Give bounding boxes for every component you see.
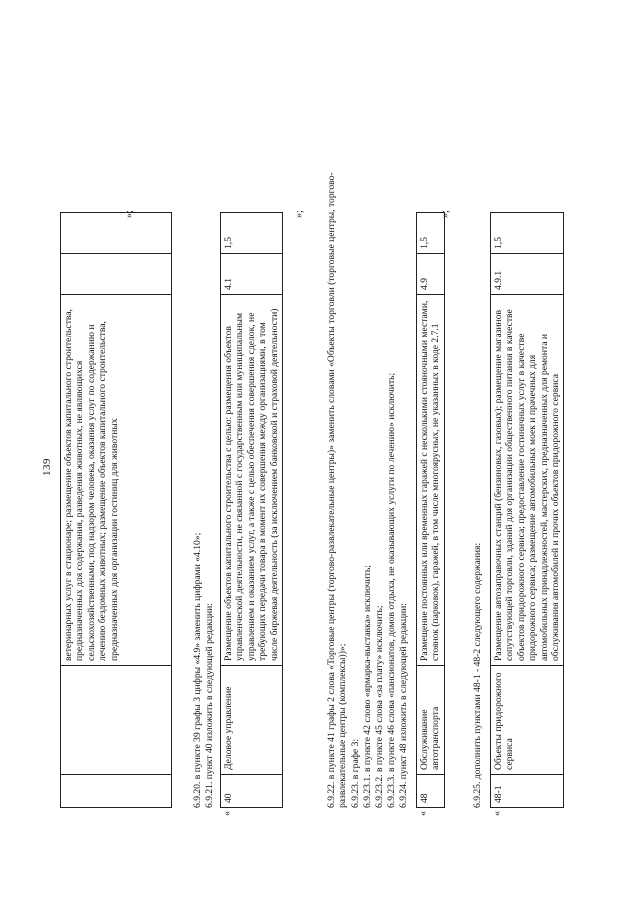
paragraph-6-9-23-1: 6.9.23.1. в пункте 42 слово «ярмарка-выставка» исключить;	[362, 565, 373, 808]
row-name: Объекты придорожного сервиса	[491, 666, 564, 775]
row-description: ветеринарных услуг в стационаре; размещение объектов капитального строительства, предназначенных для содержания, разведения животных, не являющихся сельскохозяйственными, под надзором человека, оказания услуг по содержанию и лечению бездомных животных; размещение объектов капитального строительства, предназначенных для организации гостиниц для животных	[61, 295, 172, 666]
row-name: Деловое управление	[221, 666, 283, 775]
row-description: Размещение объектов капитального строительства с целью: размещения объектов управленческой деятельности, не связанной с государственным или муниципальным управлением и оказанием услуг, а также с целью обеспечения совершения сделок, не требующих передачи товара в момент их совершения между организациями, в том числе биржевая деятельность (за исключением банковской и страховой деятельности)	[221, 295, 283, 666]
row-code: 4.9	[417, 254, 445, 295]
table-row-48	[416, 212, 445, 808]
close-quote: »;	[124, 210, 135, 218]
paragraph-6-9-23-3: 6.9.23.3. в пункте 46 слова «пансионатов, домов отдыха, не оказывающих услуги по лечению» исключить;	[386, 372, 397, 808]
paragraph-6-9-24: 6.9.24. пункт 48 изложить в следующей редакции:	[398, 603, 409, 808]
row-description: Размещение постоянных или временных гаражей с несколькими стояночными местами, стоянок (парковок), гаражей, в том числе многоярусных, не указанных в коде 2.7.1	[417, 295, 445, 666]
row-code: 4.1	[221, 254, 283, 295]
row-value: 1,5	[417, 213, 445, 254]
close-quote: »;	[440, 210, 451, 218]
paragraph-6-9-23: 6.9.23. в графе 3:	[350, 738, 361, 808]
paragraph-6-9-23-2: 6.9.23.2. в пункте 45 слова «за плату» исключить;	[374, 605, 385, 808]
row-code: 4.9.1	[491, 254, 564, 295]
table-row	[221, 213, 283, 808]
table-continuation	[60, 212, 172, 808]
row-description: Размещение автозаправочных станций (бензиновых, газовых); размещение магазинов сопутствующей торговли, зданий для организации общественного питания в качестве объектов придорожного сервиса; предоставление гостиничных услуг в качестве придорожного сервиса; размещение автомобильных моек и прачечных для автомобильных принадлежностей, мастерских, предназначенных для ремонта и обслуживания автомобилей и прочих объектов придорожного сервиса	[491, 295, 564, 666]
paragraph-6-9-20: 6.9.20. в пункте 39 графы 3 цифры «4.9» заменить цифрами «4.10»;	[192, 532, 203, 808]
open-quote: «	[222, 811, 233, 816]
table-row-48-1	[490, 212, 564, 808]
row-number: 40	[221, 775, 283, 808]
row-number	[61, 775, 172, 808]
rotated-content	[40, 58, 600, 848]
row-value: 1,5	[491, 213, 564, 254]
paragraph-6-9-22: 6.9.22. в пункте 41 графы 2 слова «Торговые центры (торгово-развлекательные центры)» заменить словами «Объекты торговли (торговые центры, торгово-развлекательные центры (комплексы))»;	[326, 172, 349, 808]
table-row	[491, 213, 564, 808]
row-name: Обслуживание автотранспорта	[417, 666, 445, 775]
paragraph-6-9-25: 6.9.25. дополнить пунктами 48-1 - 48-2 следующего содержания:	[472, 542, 483, 808]
row-value	[61, 213, 172, 254]
row-name	[61, 666, 172, 775]
open-quote: «	[492, 811, 503, 816]
table-row-40	[220, 212, 283, 808]
table-row	[417, 213, 445, 808]
row-number: 48	[417, 775, 445, 808]
close-quote: »;	[294, 210, 305, 218]
row-code	[61, 254, 172, 295]
row-value: 1,5	[221, 213, 283, 254]
row-number: 48-1	[491, 775, 564, 808]
page-number: 139	[41, 458, 53, 476]
open-quote: «	[418, 811, 429, 816]
paragraph-6-9-21: 6.9.21. пункт 40 изложить в следующей редакции:	[204, 603, 215, 808]
table-row	[61, 213, 172, 808]
